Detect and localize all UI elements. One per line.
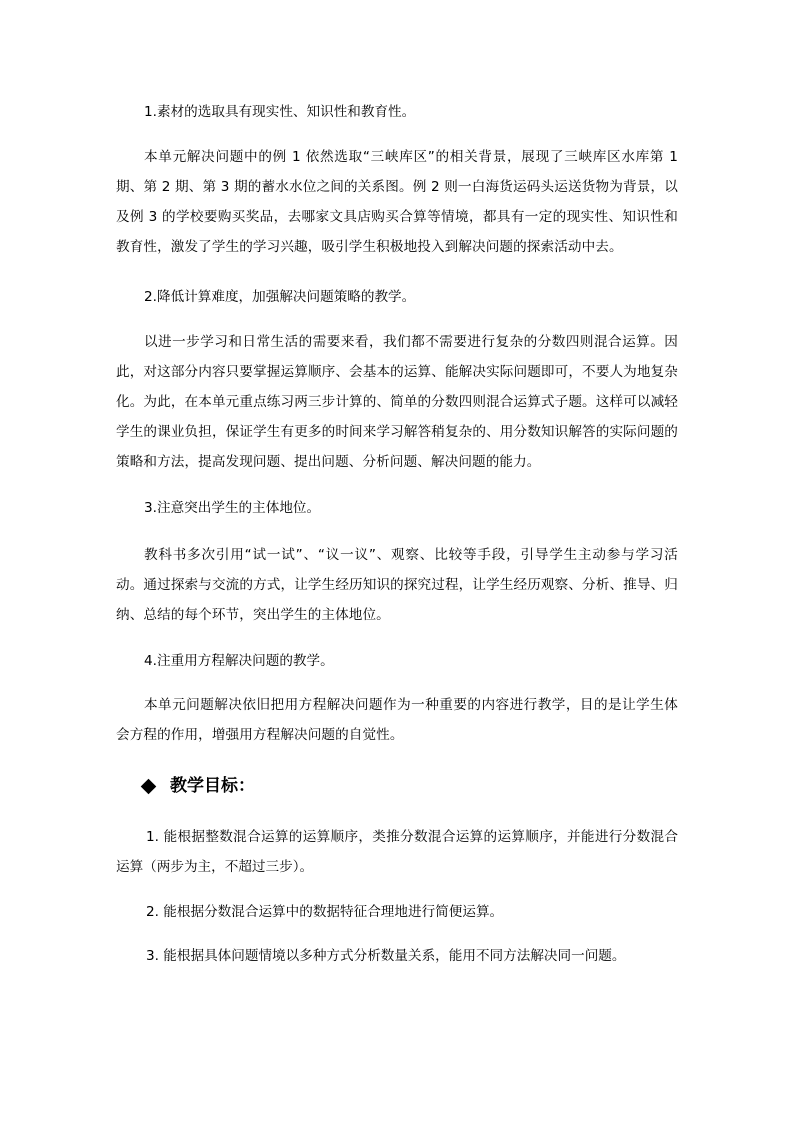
section-2-heading: 2.降低计算难度，加强解决问题策略的教学。 bbox=[144, 289, 416, 305]
section-3-body: 教科书多次引用“试一试”、“议一议”、观察、比较等手段，引导学生主动参与学习活动。通过探索与交流的方式，让学生经历知识的探究过程，让学生经历观察、分析、推导、归纳、总结的每个环节，突出学生的主体地位。 bbox=[116, 547, 678, 623]
section-2-body: 以进一步学习和日常生活的需要来看，我们都不需要进行复杂的分数四则混合运算。因此，对这部分内容只要掌握运算顺序、会基本的运算、能解决实际问题即可，不要人为地复杂化。为此，在本单元重点练习两三步计算的、简单的分数四则混合运算式子题。这样可以减轻学生的课业负担，保证学生有更多的时间来学习解答稍复杂的、用分数知识解答的实际问题的策略和方法，提高发现问题、提出问题、分析问题、解决问题的能力。 bbox=[116, 334, 678, 470]
diamond-bullet-icon bbox=[141, 778, 157, 794]
section-1-heading: 1.素材的选取具有现实性、知识性和教育性。 bbox=[144, 104, 416, 120]
section-4-body: 本单元问题解决依旧把用方程解决问题作为一种重要的内容进行教学，目的是让学生体会方程的作用，增强用方程解决问题的自觉性。 bbox=[116, 697, 678, 743]
objectives-title-text: 教学目标： bbox=[170, 776, 255, 796]
objectives-title bbox=[140, 772, 255, 800]
objective-item-2: 2. 能根据分数混合运算中的数据特征合理地进行简便运算。 bbox=[146, 904, 504, 920]
section-1-body: 本单元解决问题中的例 1 依然选取“三峡库区”的相关背景，展现了三峡库区水库第 1 期、第 2 期、第 3 期的蓄水水位之间的关系图。例 2 则一白海货运码头运送货物为背景，以及例 3 的学校要购买奖品，去哪家文具店购买合算等情境，都具有一定的现实性、知识性和教育性，激发了学生的学习兴趣，吸引学生积极地投入到解决问题的探索活动中去。 bbox=[116, 149, 678, 255]
objective-item-3: 3. 能根据具体问题情境以多种方式分析数量关系，能用不同方法解决同一问题。 bbox=[146, 948, 626, 964]
section-3-heading: 3.注意突出学生的主体地位。 bbox=[144, 500, 321, 516]
section-4-heading: 4.注重用方程解决问题的教学。 bbox=[144, 653, 334, 669]
objective-item-1: 1. 能根据整数混合运算的运算顺序，类推分数混合运算的运算顺序，并能进行分数混合运算（两步为主，不超过三步）。 bbox=[116, 829, 678, 875]
